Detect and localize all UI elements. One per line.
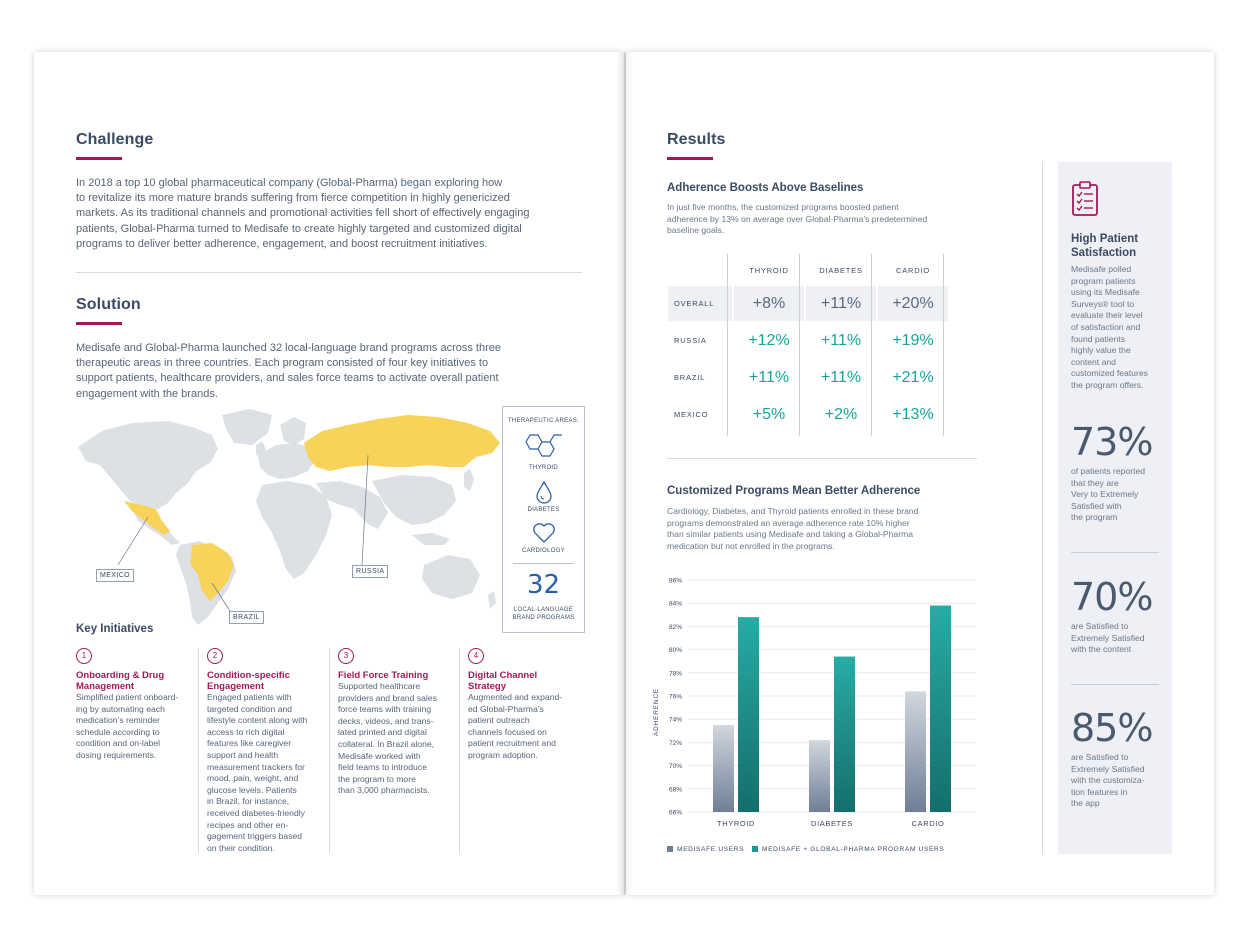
sidebar-line: program patients [1071, 275, 1136, 286]
row-label: OVERALL [668, 286, 732, 321]
initiative-line: field teams to introduce [338, 762, 427, 773]
stat-line: tion features in [1071, 786, 1128, 797]
map-label-russia: RUSSIA [352, 565, 388, 578]
program-count: 32 [526, 570, 561, 600]
table-cell: +11% [820, 368, 862, 386]
sidebar-line: the program offers. [1071, 379, 1144, 390]
initiative-line: glucose levels. Patients [207, 784, 297, 795]
initiative-title [76, 670, 164, 692]
initiative-line: received diabetes-friendly [207, 807, 305, 818]
stat-line: Satisfied with [1071, 500, 1122, 511]
table-cell: +11% [820, 331, 862, 349]
solution-line: therapeutic areas in three countries. Each program consisted of four key initiatives to [76, 357, 489, 370]
initiative-line: mood, pain, weight, and [207, 773, 299, 784]
y-tick-label: 80% [668, 647, 682, 655]
initiative-line: channels focused on [468, 726, 547, 737]
stat-divider [1071, 552, 1159, 553]
initiative-text [207, 692, 307, 854]
initiative-number: 3 [338, 648, 354, 664]
stat-description [1071, 621, 1166, 656]
sidebar-line: Surveys® tool to [1071, 298, 1135, 309]
results-underline [667, 157, 713, 160]
y-tick-label: 70% [668, 763, 682, 771]
y-tick-label: 84% [668, 600, 682, 608]
legend-diabetes: DIABETES [527, 507, 560, 513]
sidebar-heading [1071, 232, 1138, 260]
program-count-label: BRAND PROGRAMS [512, 615, 575, 621]
x-tick-label: THYROID [717, 819, 755, 828]
initiative-title [207, 670, 290, 692]
world-map [72, 405, 502, 630]
map-label-brazil: BRAZIL [229, 611, 264, 624]
challenge-heading: Challenge [76, 131, 154, 148]
bar-cardio-medisafe [905, 691, 926, 812]
bar-thyroid-program [738, 617, 759, 812]
sidebar-divider [1042, 162, 1043, 854]
column-header: CARDIO [896, 265, 930, 275]
thyroid-icon [522, 431, 566, 461]
customized-intro [667, 506, 1007, 552]
legend-cardiology: CARDIOLOGY [521, 548, 565, 554]
book-spine [616, 52, 634, 895]
program-count-label: LOCAL-LANGUAGE [513, 607, 574, 613]
initiative-line: features like caregiver [207, 738, 292, 749]
initiative-text [468, 692, 562, 762]
table-corner [668, 256, 732, 284]
legend-divider [513, 563, 574, 564]
initiative-line: recipes and other en- [207, 819, 289, 830]
initiative-number: 1 [76, 648, 92, 664]
initiative-line: condition and on-label [76, 738, 161, 749]
adherence-intro-line: baseline goals. [667, 225, 725, 236]
table-column-line [871, 254, 872, 436]
sidebar-line: using its Medisafe [1071, 287, 1140, 298]
column-separator [459, 648, 460, 853]
key-initiatives-heading: Key Initiatives [76, 623, 154, 635]
stat-line: Extremely Satisfied [1071, 763, 1145, 774]
stat-value: 85% [1071, 706, 1153, 750]
challenge-body [76, 176, 596, 252]
table-row [668, 397, 948, 432]
customized-intro-line: programs demonstrated an average adherence rate 10% higher [667, 517, 910, 528]
stat-line: are Satisfied to [1071, 752, 1129, 762]
sidebar-line: of satisfaction and [1071, 321, 1141, 332]
solution-underline [76, 322, 122, 325]
column-separator [329, 648, 330, 853]
initiative-line: Medisafe worked with [338, 750, 421, 761]
initiative-line: targeted condition and [207, 703, 293, 714]
initiative-title-line: Condition-specific [207, 670, 290, 681]
stat-value: 70% [1071, 575, 1153, 619]
stat-line: Very to Extremely [1071, 489, 1139, 500]
table-cell: +20% [878, 286, 948, 321]
sidebar-line: customized features [1071, 368, 1148, 379]
initiative-line: than 3,000 pharmacists. [338, 785, 430, 796]
column-header: THYROID [749, 265, 789, 275]
initiative-line: force teams with training [338, 704, 432, 715]
table-cell: +21% [892, 368, 934, 386]
initiative-line: access to rich digital [207, 726, 285, 737]
table-column-line [727, 254, 728, 436]
initiative-line: providers and brand sales [338, 692, 437, 703]
sidebar-intro [1071, 264, 1166, 392]
sidebar-line: found patients [1071, 333, 1125, 344]
legend-swatch-gray [667, 846, 673, 852]
initiative-line: Simplified patient onboard- [76, 692, 179, 702]
y-tick-label: 82% [668, 623, 682, 631]
bar-diabetes-program [834, 657, 855, 812]
table-column-line [943, 254, 944, 436]
clipboard-checklist-icon [1071, 180, 1101, 218]
map-label-mexico: MEXICO [96, 569, 134, 582]
x-tick-label: DIABETES [811, 819, 853, 828]
stat-value: 73% [1071, 420, 1153, 464]
section-divider [76, 272, 582, 273]
y-tick-label: 66% [668, 809, 682, 817]
y-tick-label: 78% [668, 670, 682, 678]
initiative-line: in Brazil, for instance, [207, 796, 290, 807]
initiative-number: 4 [468, 648, 484, 664]
solution-heading: Solution [76, 296, 141, 313]
stat-line: with the customiza- [1071, 775, 1145, 786]
initiative-line: ed Global-Pharma’s [468, 703, 544, 714]
table-cell: +11% [748, 368, 790, 386]
y-tick-label: 72% [668, 739, 682, 747]
y-tick-label: 74% [668, 716, 682, 724]
initiative-line: medication’s reminder [76, 715, 160, 726]
stat-description [1071, 752, 1166, 810]
initiative-line: lifestyle content along with [207, 715, 308, 726]
initiative-title [338, 670, 428, 681]
legend-thyroid: THYROID [528, 465, 559, 471]
adherence-heading: Adherence Boosts Above Baselines [667, 182, 864, 194]
customized-intro-line: Cardiology, Diabetes, and Thyroid patients enrolled in these brand [667, 506, 919, 516]
legend-swatch-teal [752, 846, 758, 852]
table-row [668, 360, 948, 395]
y-tick-label: 86% [668, 577, 682, 585]
customized-intro-line: than similar patients using Medisafe and taking a Global-Pharma [667, 529, 914, 540]
legend-title: THERAPEUTIC AREAS: [507, 418, 580, 424]
diabetes-drop-icon [534, 480, 554, 504]
bar-thyroid-medisafe [713, 725, 734, 812]
table-cell: +5% [752, 405, 786, 423]
table-row [668, 286, 948, 321]
initiative-title [468, 670, 537, 692]
table-cell: +8% [734, 286, 804, 321]
x-tick-label: CARDIO [911, 819, 945, 828]
initiative-line: Augmented and expand- [468, 692, 563, 702]
row-label: BRAZIL [674, 373, 706, 382]
sidebar-line: evaluate their level [1071, 310, 1143, 321]
solution-line: engagement with the brands. [76, 387, 218, 400]
initiative-line: lated printed and digital [338, 727, 427, 738]
initiative-line: program adoption. [468, 749, 538, 760]
row-label: RUSSIA [674, 336, 707, 345]
challenge-line: programs to deliver better adherence, engagement, and boost recruitment initiatives. [76, 237, 488, 250]
adherence-bar-chart [644, 570, 984, 838]
sidebar-line: content and [1071, 356, 1116, 367]
legend-label: MEDISAFE USERS [677, 846, 745, 853]
stat-line: the program [1071, 512, 1118, 523]
table-column-line [799, 254, 800, 436]
customized-heading: Customized Programs Mean Better Adherence [667, 485, 921, 497]
y-tick-label: 76% [668, 693, 682, 701]
therapeutic-areas-legend [502, 406, 585, 633]
stat-divider [1071, 684, 1159, 685]
table-cell: +11% [806, 286, 876, 321]
initiative-line: Supported healthcare [338, 681, 421, 691]
bar-cardio-program [930, 606, 951, 812]
initiative-line: dosing requirements. [76, 749, 157, 760]
initiative-line: schedule according to [76, 726, 160, 737]
results-heading: Results [667, 131, 726, 148]
sidebar-line: Medisafe polled [1071, 264, 1132, 274]
table-row [668, 323, 948, 358]
y-tick-label: 68% [668, 786, 682, 794]
initiative-line: Engaged patients with [207, 692, 292, 702]
stat-line: the app [1071, 798, 1100, 809]
table-cell: +12% [748, 331, 790, 349]
initiative-title-line: Strategy [468, 681, 507, 692]
satisfaction-sidebar [1058, 162, 1172, 854]
table-cell: +2% [824, 405, 858, 423]
results-divider [667, 458, 977, 459]
sidebar-heading-line: Satisfaction [1071, 247, 1137, 259]
challenge-underline [76, 157, 122, 160]
table-header-row [668, 256, 948, 284]
stat-line: that they are [1071, 477, 1119, 488]
solution-line: support patients, healthcare providers, and sales force teams to activate overall patient [76, 372, 499, 385]
initiative-title-line: Field Force Training [338, 670, 429, 681]
heart-icon [531, 521, 557, 545]
adherence-intro-line: adherence by 13% on average over Global-Pharma’s predetermined [667, 213, 928, 224]
initiative-line: measurement trackers for [207, 761, 305, 772]
solution-body [76, 341, 596, 402]
initiative-number: 2 [207, 648, 223, 664]
table-cell: +13% [892, 405, 934, 423]
initiative-title-line: Engagement [207, 681, 265, 692]
y-axis-label: ADHERENCE [653, 687, 660, 737]
challenge-line: In 2018 a top 10 global pharmaceutical company (Global-Pharma) began exploring how [76, 177, 503, 189]
stat-line: are Satisfied to [1071, 621, 1129, 631]
stat-line: of patients reported [1071, 466, 1146, 476]
stat-line: Extremely Satisfied [1071, 632, 1145, 643]
adherence-table [666, 254, 950, 434]
initiative-title-line: Management [76, 681, 135, 692]
initiative-line: patient recruitment and [468, 738, 556, 749]
solution-line: Medisafe and Global-Pharma launched 32 local-language brand programs across three [76, 342, 501, 354]
initiative-line: collateral. In Brazil alone, [338, 738, 435, 749]
initiative-line: patient outreach [468, 715, 530, 726]
initiative-line: decks, videos, and trans- [338, 715, 434, 726]
initiative-text [76, 692, 178, 762]
adherence-intro [667, 202, 997, 237]
column-header: DIABETES [819, 265, 863, 275]
challenge-line: markets. As its traditional channels and promotional activities fell short of effectively engaging [76, 207, 530, 220]
column-separator [198, 648, 199, 853]
bar-diabetes-medisafe [809, 740, 830, 812]
stat-description [1071, 466, 1166, 524]
initiative-line: the program to more [338, 773, 416, 784]
initiative-title-line: Onboarding & Drug [76, 670, 165, 681]
table-cell: +19% [892, 331, 934, 349]
initiative-line: gagement triggers based [207, 831, 303, 842]
initiative-line: support and health [207, 749, 279, 760]
adherence-intro-line: In just five months, the customized programs boosted patient [667, 202, 899, 212]
initiative-text [338, 681, 437, 797]
challenge-line: to revitalize its more mature brands suffering from fierce competition in highly genericized [76, 192, 510, 205]
chart-legend-program [752, 846, 944, 853]
challenge-line: patients, Global-Pharma turned to Medisafe to create highly targeted and customized digital [76, 222, 522, 235]
customized-intro-line: medication but not enrolled in the programs. [667, 540, 835, 551]
initiative-title-line: Digital Channel [468, 670, 538, 681]
stat-line: with the content [1071, 644, 1132, 655]
sidebar-line: highly value the [1071, 345, 1131, 356]
legend-label: MEDISAFE + GLOBAL-PHARMA PROGRAM USERS [762, 846, 945, 853]
row-label: MEXICO [674, 410, 709, 419]
chart-legend-medisafe [667, 846, 744, 853]
sidebar-heading-line: High Patient [1071, 233, 1139, 245]
initiative-line: on their condition. [207, 842, 275, 853]
initiative-line: ing by automating each [76, 703, 165, 714]
